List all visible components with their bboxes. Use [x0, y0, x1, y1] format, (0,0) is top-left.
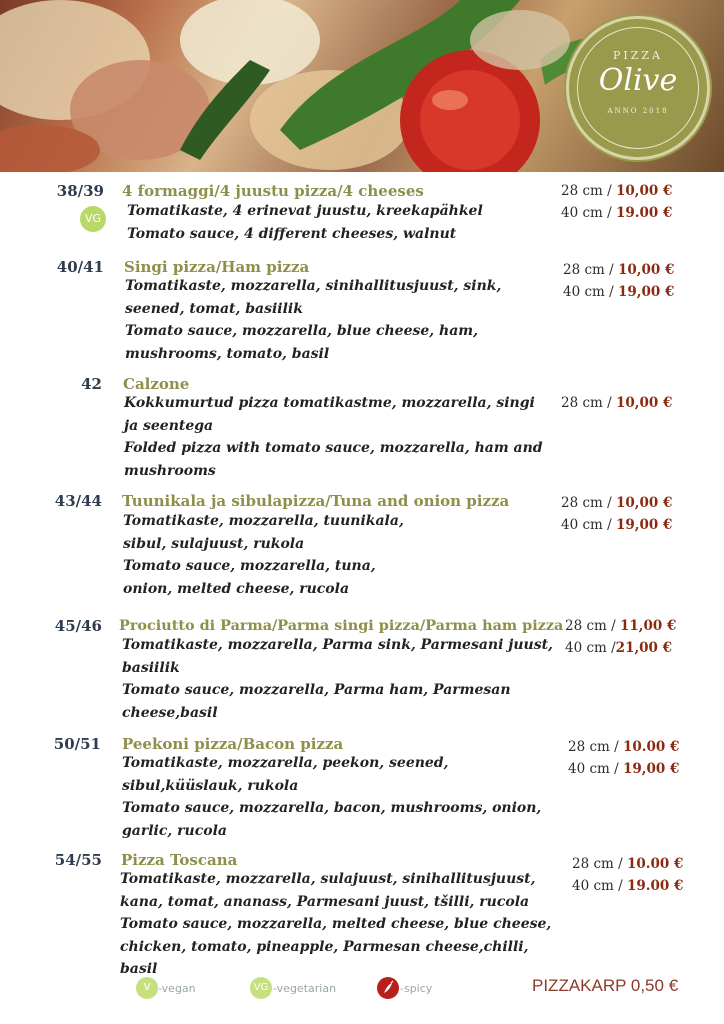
description-et: Tomatikaste, mozzarella, sinihallitusjuust, sink, seened, tomat, basiilik: [125, 278, 502, 317]
item-description: [122, 752, 566, 842]
price-row: [572, 853, 683, 875]
vegetarian-icon: VG: [250, 977, 272, 999]
description-et: Kokkumurtud pizza tomatikastme, mozzarella, singi ja seentega: [124, 395, 535, 434]
price-size: 28 cm /: [565, 618, 616, 634]
item-title: Singi pizza/Ham pizza: [124, 258, 310, 276]
chili-icon: [377, 977, 399, 999]
price-row: [565, 637, 676, 659]
price-size: 40 cm /: [565, 640, 616, 656]
description-en: Tomato sauce, 4 different cheeses, walnut: [127, 225, 457, 242]
price-row: [561, 180, 672, 202]
price-size: 28 cm /: [561, 395, 612, 411]
item-description: [127, 200, 547, 245]
price-size: 40 cm /: [561, 205, 612, 221]
price-size: 28 cm /: [561, 495, 612, 511]
price-size: 28 cm /: [568, 739, 619, 755]
legend: [0, 976, 724, 1006]
description-et: Tomatikaste, mozzarella, Parma sink, Parmesani juust, basiilik: [122, 637, 553, 676]
price-row: [563, 259, 674, 281]
item-prices: [561, 392, 672, 414]
pizzakarp-price: PIZZAKARP 0,50 €: [532, 976, 679, 995]
price-row: [561, 514, 672, 536]
logo-name: Olive: [598, 63, 678, 98]
item-prices: [572, 853, 683, 897]
price-size: 40 cm /: [561, 517, 612, 533]
price-row: [568, 758, 679, 780]
price-row: [572, 875, 683, 897]
item-number: 54/55: [54, 851, 102, 869]
description-et: Tomatikaste, mozzarella, peekon, seened, sibul,küüslauk, rukola: [122, 755, 449, 794]
price-value: 19.00 €: [626, 878, 684, 894]
vegan-icon: V: [136, 977, 158, 999]
item-prices: [568, 736, 679, 780]
brand-logo: [566, 16, 710, 160]
price-value: 10,00 €: [615, 495, 673, 511]
price-value: 19,00 €: [615, 517, 673, 533]
item-prices: [565, 615, 676, 659]
price-row: [568, 736, 679, 758]
item-title: Calzone: [123, 375, 190, 393]
item-number: 38/39: [56, 182, 104, 200]
price-value: 19.00 €: [615, 205, 673, 221]
vegetarian-badge-icon: VG: [80, 206, 106, 232]
description-en: Tomato sauce, mozzarella, tuna, onion, melted cheese, rucola: [123, 558, 376, 597]
item-title: Pizza Toscana: [121, 851, 238, 869]
item-title: Prociutto di Parma/Parma singi pizza/Parma ham pizza: [119, 617, 564, 634]
price-row: [565, 615, 676, 637]
price-row: [561, 392, 672, 414]
item-number: 40/41: [56, 258, 104, 276]
price-value: 10.00 €: [626, 856, 684, 872]
price-size: 40 cm /: [572, 878, 623, 894]
price-size: 28 cm /: [563, 262, 614, 278]
price-value: 10,00 €: [617, 262, 675, 278]
description-en: Tomato sauce, mozzarella, bacon, mushrooms, onion, garlic, rucola: [122, 800, 542, 839]
item-number: 42: [81, 375, 102, 393]
chili-pepper-icon: [377, 977, 399, 999]
description-en: Tomato sauce, mozzarella, melted cheese, blue cheese, chicken, tomato, pineapple, Parmesan cheese,chilli, basil: [120, 916, 552, 977]
item-description: [122, 634, 554, 724]
price-size: 28 cm /: [572, 856, 623, 872]
item-description: [120, 868, 560, 981]
item-description: [124, 392, 544, 482]
item-number: 45/46: [54, 617, 102, 635]
description-et: Tomatikaste, mozzarella, tuunikala, sibul, sulajuust, rukola: [123, 513, 404, 552]
description-en: Folded pizza with tomato sauce, mozzarella, ham and mushrooms: [124, 440, 543, 479]
price-size: 40 cm /: [563, 284, 614, 300]
price-size: 28 cm /: [561, 183, 612, 199]
description-en: Tomato sauce, mozzarella, Parma ham, Parmesan cheese,basil: [122, 682, 511, 721]
item-number: 43/44: [54, 492, 102, 510]
item-title: Peekoni pizza/Bacon pizza: [122, 735, 344, 753]
item-description: [123, 510, 423, 600]
item-title: 4 formaggi/4 juustu pizza/4 cheeses: [122, 182, 424, 200]
price-row: [561, 492, 672, 514]
item-number: 50/51: [53, 735, 101, 753]
price-value: 10,00 €: [615, 183, 673, 199]
price-value: 10,00 €: [615, 395, 673, 411]
price-value: 21,00 €: [615, 640, 673, 656]
vegetarian-label: -vegetarian: [273, 982, 337, 995]
price-row: [561, 202, 672, 224]
item-prices: [563, 259, 674, 303]
description-en: Tomato sauce, mozzarella, blue cheese, ham, mushrooms, tomato, basil: [125, 323, 478, 362]
price-row: [563, 281, 674, 303]
spicy-label: -spicy: [400, 982, 433, 995]
item-description: [125, 275, 553, 365]
item-prices: [561, 492, 672, 536]
price-value: 11,00 €: [619, 618, 677, 634]
price-value: 19,00 €: [622, 761, 680, 777]
item-prices: [561, 180, 672, 224]
price-size: 40 cm /: [568, 761, 619, 777]
item-title: Tuunikala ja sibulapizza/Tuna and onion pizza: [122, 492, 510, 510]
description-et: Tomatikaste, mozzarella, sulajuust, sinihallitusjuust, kana, tomat, ananass, Parmesani juust, tšilli, rucola: [120, 871, 536, 910]
price-value: 19,00 €: [617, 284, 675, 300]
header-photo: [0, 0, 724, 172]
logo-top-text: PIZZA: [613, 49, 663, 62]
logo-sub-text: ANNO 2018: [607, 107, 669, 115]
description-et: Tomatikaste, 4 erinevat juustu, kreekapähkel: [127, 203, 483, 219]
vegan-label: -vegan: [158, 982, 196, 995]
price-value: 10.00 €: [622, 739, 680, 755]
